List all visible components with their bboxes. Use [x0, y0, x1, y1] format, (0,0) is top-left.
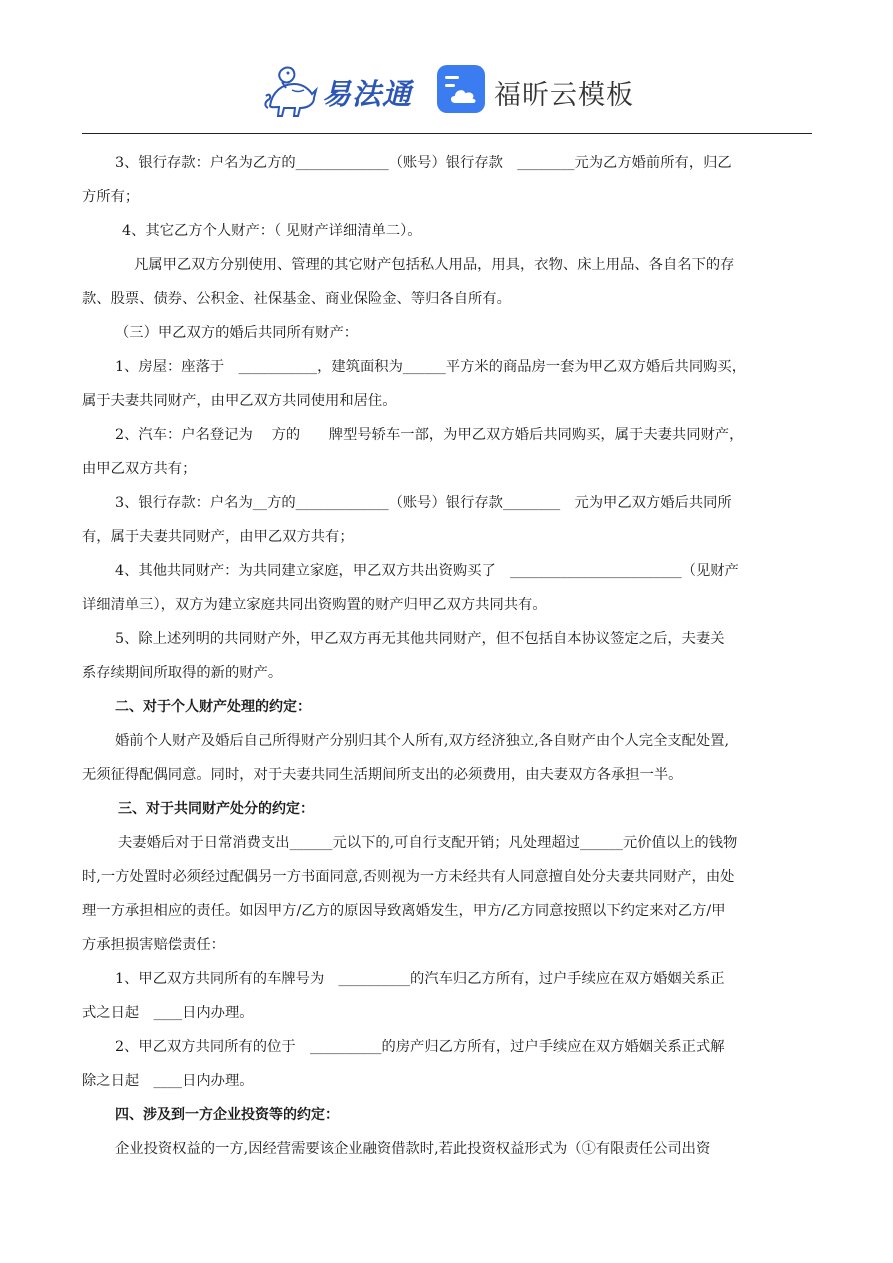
text-line: 方所有；: [82, 189, 140, 205]
text-line: 无须征得配偶同意。同时，对于夫妻共同生活期间所支出的必须费用，由夫妻双方各承担一半。: [82, 767, 683, 783]
text-line: 式之日起 ____日内办理。: [82, 1005, 254, 1021]
section-heading-4: 四、涉及到一方企业投资等的约定：: [115, 1107, 339, 1123]
text-line: 由甲乙双方共有；: [82, 461, 197, 477]
text-line: 4、其它乙方个人财产：（ 见财产详细清单二）。: [122, 223, 422, 239]
yifatong-logo-text: 易法通: [322, 77, 413, 111]
text-line: 婚前个人财产及婚后自己所得财产分别归其个人所有,双方经济独立,各自财产由个人完全支配处置,: [115, 733, 730, 749]
text-line: 4、其他共同财产：为共同建立家庭，甲乙双方共出资购买了 ________________________（见财产: [115, 563, 739, 579]
section-heading: （三）甲乙双方的婚后共同所有财产：: [115, 325, 359, 341]
text-line: 理一方承担相应的责任。如因甲方/乙方的原因导致离婚发生，甲方/乙方同意按照以下约定来对乙方/甲: [82, 903, 726, 919]
section-heading-2: 二、对于个人财产处理的约定：: [115, 699, 311, 715]
text-line: 时,一方处置时必须经过配偶另一方书面同意,否则视为一方未经共有人同意擅自处分夫妻共同财产，由处: [82, 869, 735, 885]
header-divider: [82, 133, 812, 134]
text-line: 方承担损害赔偿责任：: [82, 937, 225, 953]
text-line: 凡属甲乙双方分别使用、管理的其它财产包括私人用品，用具，衣物、床上用品、各自名下的存: [134, 257, 735, 273]
text-line: 3、银行存款：户名为乙方的_____________（账号）银行存款 ________元为乙方婚前所有，归乙: [115, 155, 732, 171]
text-line: 款、股票、债券、公积金、社保基金、商业保险金、等归各自所有。: [82, 291, 511, 307]
qilin-mascot-icon: [262, 62, 322, 118]
document-body: [82, 146, 812, 1166]
page-header: [0, 0, 893, 130]
cloud-document-icon: [436, 64, 486, 114]
text-line: 1、甲乙双方共同所有的车牌号为 __________的汽车归乙方所有，过户手续应在双方婚姻关系正: [115, 971, 725, 987]
text-line: 系存续期间所取得的新的财产。: [82, 665, 283, 681]
text-line: 2、汽车：户名登记为 方的 牌型号轿车一部，为甲乙双方婚后共同购买，属于夫妻共同财产，: [115, 427, 744, 443]
text-line: 5、除上述列明的共同财产外，甲乙双方再无其他共同财产，但不包括自本协议签定之后，夫妻关: [115, 631, 725, 647]
text-line: 2、甲乙双方共同所有的位于 __________的房产归乙方所有，过户手续应在双方婚姻关系正式解: [115, 1039, 725, 1055]
text-line: 企业投资权益的一方,因经营需要该企业融资借款时,若此投资权益形式为（①有限责任公司出资: [115, 1141, 711, 1157]
text-line: 除之日起 ____日内办理。: [82, 1073, 254, 1089]
text-line: 1、房屋：座落于 ___________，建筑面积为______平方米的商品房一套为甲乙双方婚后共同购买，: [115, 359, 747, 375]
text-line: 详细清单三），双方为建立家庭共同出资购置的财产归甲乙双方共同共有。: [82, 597, 547, 613]
section-heading-3: 三、对于共同财产处分的约定：: [118, 801, 314, 817]
yifatong-logo: [262, 62, 422, 118]
text-line: 3、银行存款：户名为__方的_____________（账号）银行存款________ 元为甲乙双方婚后共同所: [115, 495, 732, 511]
text-line: 属于夫妻共同财产，由甲乙双方共同使用和居住。: [82, 393, 397, 409]
text-line: 有，属于夫妻共同财产，由甲乙双方共有；: [82, 529, 354, 545]
foxit-cloud-template-text: 福昕云模板: [494, 80, 634, 111]
text-line: 夫妻婚后对于日常消费支出______元以下的,可自行支配开销；凡处理超过______元价值以上的钱物: [118, 835, 738, 851]
